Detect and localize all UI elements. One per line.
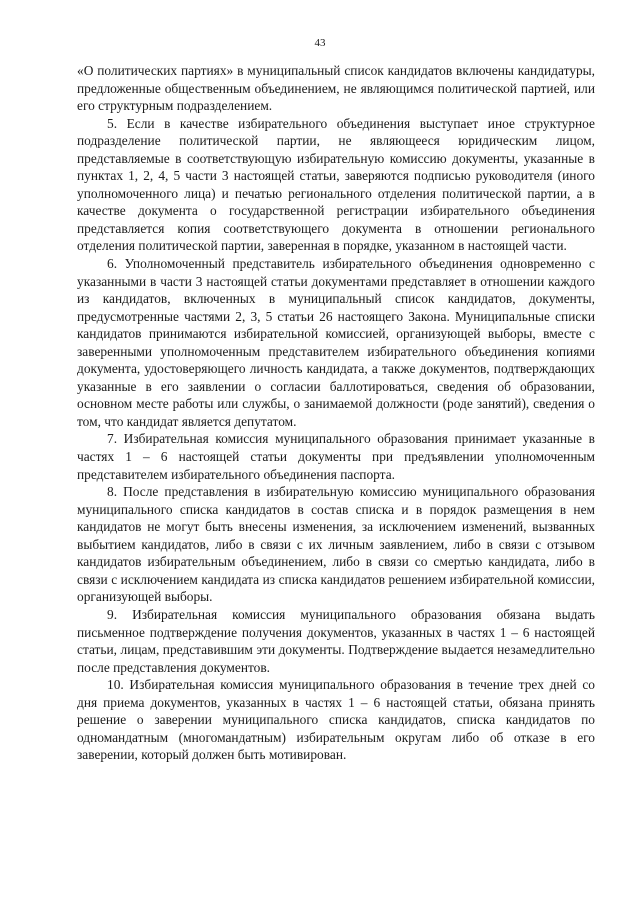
paragraph-item-5: 5. Если в качестве избирательного объединения выступает иное структурное подразделение политической партии, не являющееся юридическим лицом, представляемые в соответствующую избирательную комиссию документы, указанные в пунктах 1, 2, 4, 5 части 3 настоящей статьи, заверяются подписью руководителя (иного уполномоченного лица) и печатью регионального отделения политической партии, а в качестве документа о государственной регистрации избирательного объединения представляется копия соответствующего документа в отношении регионального отделения политической партии, заверенная в порядке, указанном в настоящей части. [77, 115, 595, 254]
document-body [77, 62, 595, 764]
paragraph-item-10: 10. Избирательная комиссия муниципального образования в течение трех дней со дня приема документов, указанных в частях 1 – 6 настоящей статьи, обязана принять решение о заверении муниципального списка кандидатов, списка кандидатов по одномандатным (многомандатным) избирательным округам либо об отказе в его заверении, который должен быть мотивирован. [77, 677, 595, 763]
paragraph-item-8: 8. После представления в избирательную комиссию муниципального образования муниципального списка кандидатов в состав списка и в порядок размещения в нем кандидатов не могут быть внесены изменения, за исключением изменений, вызванных выбытием кандидатов, либо в связи с их личным заявлением, либо в связи с отзывом кандидатов избирательным объединением, либо в связи со смертью кандидата, либо в связи с исключением кандидата из списка кандидатов решением избирательной комиссии, организующей выборы. [77, 484, 595, 605]
paragraph-item-9: 9. Избирательная комиссия муниципального образования обязана выдать письменное подтверждение получения документов, указанных в частях 1 – 6 настоящей статьи, лицам, представившим эти документы. Подтверждение выдается незамедлительно после представления документов. [77, 606, 595, 675]
paragraph-item-7: 7. Избирательная комиссия муниципального образования принимает указанные в частях 1 – 6 настоящей статьи документы при предъявлении уполномоченным представителем избирательного объединения паспорта. [77, 431, 595, 482]
page-number: 43 [314, 37, 326, 49]
paragraph-item-6: 6. Уполномоченный представитель избирательного объединения одновременно с указанными в части 3 настоящей статьи документами представляет в отношении каждого из кандидатов, включенных в муниципальный список кандидатов, документы, предусмотренные частями 2, 3, 5 статьи 26 настоящего Закона. Муниципальные списки кандидатов принимаются избирательной комиссией, организующей выборы, вместе с заверенными уполномоченным представителем избирательного объединения копиями документа, удостоверяющего личность кандидата, а также документов, подтверждающих указанные в его заявлении о согласии баллотироваться, сведения об образовании, основном месте работы или службы, о занимаемой должности (роде занятий), сведения о том, что кандидат является депутатом. [77, 256, 595, 429]
paragraph-continuation: «О политических партиях» в муниципальный список кандидатов включены кандидатуры, предложенные общественным объединением, не являющимся политической партией, или его структурным подразделением. [77, 63, 595, 114]
